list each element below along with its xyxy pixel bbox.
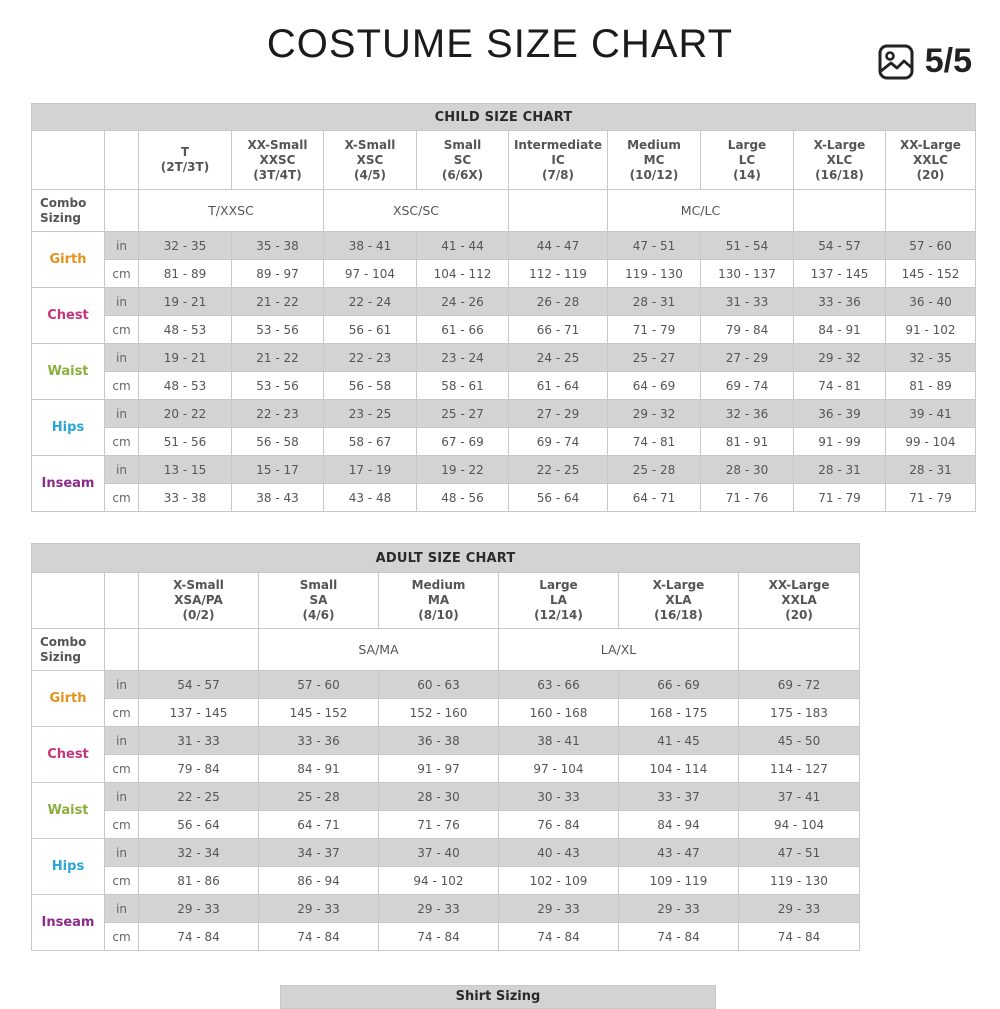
size-value: 94 - 102 (379, 867, 499, 895)
measurement-label: Waist (32, 783, 105, 839)
size-value: 21 - 22 (232, 288, 324, 316)
size-value: 71 - 79 (608, 316, 701, 344)
size-header-line: (4/6) (302, 608, 335, 622)
size-value: 31 - 33 (701, 288, 794, 316)
size-value: 119 - 130 (739, 867, 860, 895)
size-value: 145 - 152 (259, 699, 379, 727)
measurement-row (32, 727, 860, 755)
size-value: 64 - 71 (259, 811, 379, 839)
empty-cell (105, 629, 139, 671)
size-value: 74 - 84 (139, 923, 259, 951)
size-value: 28 - 31 (886, 456, 976, 484)
size-value: 24 - 26 (417, 288, 509, 316)
measurement-row (32, 260, 976, 288)
unit-label: cm (105, 316, 139, 344)
size-value: 25 - 28 (259, 783, 379, 811)
page-title: COSTUME SIZE CHART (266, 22, 734, 66)
size-value: 97 - 104 (499, 755, 619, 783)
size-header-line: Large (539, 578, 578, 592)
measurement-row (32, 400, 976, 428)
size-value: 81 - 89 (139, 260, 232, 288)
measurement-row (32, 428, 976, 456)
size-value: 60 - 63 (379, 671, 499, 699)
size-value: 56 - 58 (232, 428, 324, 456)
size-header-line: (20) (916, 167, 945, 182)
size-value: 28 - 30 (701, 456, 794, 484)
child-size-chart (31, 103, 976, 512)
size-header-line: (0/2) (182, 608, 215, 622)
size-value: 175 - 183 (739, 699, 860, 727)
size-value: 33 - 36 (794, 288, 886, 316)
measurement-label: Chest (32, 288, 105, 344)
size-header-line: (12/14) (534, 608, 583, 622)
unit-label: cm (105, 923, 139, 951)
size-value: 53 - 56 (232, 316, 324, 344)
size-value: 57 - 60 (886, 232, 976, 260)
size-header-line: XXLC (913, 152, 948, 167)
unit-label: in (105, 839, 139, 867)
empty-cell (105, 573, 139, 629)
measurement-row (32, 344, 976, 372)
size-value: 54 - 57 (794, 232, 886, 260)
size-value: 74 - 81 (794, 372, 886, 400)
size-value: 145 - 152 (886, 260, 976, 288)
size-value: 56 - 64 (139, 811, 259, 839)
size-header-line: Medium (627, 137, 681, 152)
size-header-line: Intermediate (513, 137, 603, 152)
size-value: 69 - 74 (509, 428, 608, 456)
size-value: 29 - 33 (139, 895, 259, 923)
size-value: 61 - 66 (417, 316, 509, 344)
size-value: 91 - 99 (794, 428, 886, 456)
size-value: 27 - 29 (701, 344, 794, 372)
size-value: 25 - 27 (608, 344, 701, 372)
unit-label: cm (105, 260, 139, 288)
size-header (739, 573, 860, 629)
chart-banner-row (32, 544, 860, 573)
measurement-label: Inseam (32, 895, 105, 951)
size-value: 23 - 25 (324, 400, 417, 428)
size-header-line: (16/18) (815, 167, 864, 182)
size-value: 51 - 54 (701, 232, 794, 260)
unit-label: in (105, 400, 139, 428)
combo-size (739, 629, 860, 671)
size-value: 57 - 60 (259, 671, 379, 699)
size-value: 119 - 130 (608, 260, 701, 288)
size-value: 38 - 41 (324, 232, 417, 260)
size-value: 48 - 53 (139, 372, 232, 400)
size-value: 43 - 47 (619, 839, 739, 867)
size-header (886, 131, 976, 190)
size-value: 66 - 71 (509, 316, 608, 344)
size-header-line: XLC (826, 152, 853, 167)
size-value: 74 - 84 (259, 923, 379, 951)
unit-label: in (105, 671, 139, 699)
measurement-row (32, 755, 860, 783)
size-value: 32 - 34 (139, 839, 259, 867)
size-header (499, 573, 619, 629)
image-counter-text: 5/5 (924, 42, 972, 80)
size-header-line: X-Small (173, 578, 224, 592)
size-value: 81 - 89 (886, 372, 976, 400)
size-value: 74 - 84 (739, 923, 860, 951)
measurement-row (32, 923, 860, 951)
empty-cell (105, 190, 139, 232)
size-header-line: MA (427, 593, 450, 607)
size-value: 97 - 104 (324, 260, 417, 288)
size-value: 15 - 17 (232, 456, 324, 484)
combo-size (794, 190, 886, 232)
size-value: 31 - 33 (139, 727, 259, 755)
size-value: 51 - 56 (139, 428, 232, 456)
size-value: 37 - 40 (379, 839, 499, 867)
size-value: 160 - 168 (499, 699, 619, 727)
size-value: 38 - 41 (499, 727, 619, 755)
size-value: 36 - 39 (794, 400, 886, 428)
size-value: 109 - 119 (619, 867, 739, 895)
size-header (139, 131, 232, 190)
size-header (259, 573, 379, 629)
size-header (619, 573, 739, 629)
size-header-line: XSC (356, 152, 384, 167)
size-value: 25 - 28 (608, 456, 701, 484)
size-header-line: SA (309, 593, 328, 607)
measurement-label: Girth (32, 232, 105, 288)
measurement-row (32, 316, 976, 344)
measurement-row (32, 232, 976, 260)
image-counter[interactable] (877, 42, 972, 81)
size-header (701, 131, 794, 190)
shirt-sizing-header: Shirt Sizing (280, 985, 716, 1009)
measurement-row (32, 288, 976, 316)
unit-label: in (105, 895, 139, 923)
size-value: 37 - 41 (739, 783, 860, 811)
size-value: 29 - 33 (619, 895, 739, 923)
size-value: 112 - 119 (509, 260, 608, 288)
measurement-row (32, 811, 860, 839)
size-header (417, 131, 509, 190)
size-value: 91 - 102 (886, 316, 976, 344)
size-value: 71 - 76 (379, 811, 499, 839)
size-header-line: XX-Large (900, 137, 961, 152)
size-value: 74 - 84 (499, 923, 619, 951)
size-value: 33 - 36 (259, 727, 379, 755)
measurement-row (32, 895, 860, 923)
size-header-line: LA (550, 593, 567, 607)
size-value: 56 - 61 (324, 316, 417, 344)
size-value: 84 - 91 (259, 755, 379, 783)
size-value: 48 - 53 (139, 316, 232, 344)
size-header (324, 131, 417, 190)
size-value: 29 - 33 (499, 895, 619, 923)
measurement-row (32, 456, 976, 484)
size-value: 36 - 38 (379, 727, 499, 755)
measurement-row (32, 839, 860, 867)
unit-label: cm (105, 699, 139, 727)
size-value: 69 - 72 (739, 671, 860, 699)
combo-size: XSC/SC (324, 190, 509, 232)
size-value: 71 - 79 (886, 484, 976, 512)
size-value: 84 - 91 (794, 316, 886, 344)
size-value: 28 - 31 (608, 288, 701, 316)
size-value: 137 - 145 (139, 699, 259, 727)
measurement-row (32, 867, 860, 895)
size-header-line: Small (443, 137, 482, 152)
size-value: 22 - 23 (232, 400, 324, 428)
size-header-line: LC (738, 152, 756, 167)
unit-label: in (105, 456, 139, 484)
size-value: 99 - 104 (886, 428, 976, 456)
size-value: 33 - 37 (619, 783, 739, 811)
size-value: 25 - 27 (417, 400, 509, 428)
size-value: 104 - 114 (619, 755, 739, 783)
measurement-label: Waist (32, 344, 105, 400)
unit-label: cm (105, 811, 139, 839)
size-value: 91 - 97 (379, 755, 499, 783)
measurement-row (32, 671, 860, 699)
image-gallery-icon (877, 43, 915, 81)
combo-sizing-label: Combo Sizing (32, 190, 105, 232)
size-value: 41 - 44 (417, 232, 509, 260)
size-value: 67 - 69 (417, 428, 509, 456)
size-value: 23 - 24 (417, 344, 509, 372)
empty-cell (105, 131, 139, 190)
size-value: 19 - 21 (139, 344, 232, 372)
size-header-line: XX-Large (768, 578, 830, 592)
size-header-line: MC (643, 152, 665, 167)
size-value: 29 - 32 (608, 400, 701, 428)
size-value: 33 - 38 (139, 484, 232, 512)
unit-label: in (105, 232, 139, 260)
empty-cell (32, 573, 105, 629)
size-value: 114 - 127 (739, 755, 860, 783)
size-value: 36 - 40 (886, 288, 976, 316)
measurement-label: Hips (32, 400, 105, 456)
unit-label: in (105, 288, 139, 316)
size-value: 35 - 38 (232, 232, 324, 260)
measurement-label: Girth (32, 671, 105, 727)
size-value: 79 - 84 (139, 755, 259, 783)
unit-label: cm (105, 755, 139, 783)
size-value: 74 - 84 (379, 923, 499, 951)
size-value: 40 - 43 (499, 839, 619, 867)
size-header-line: Medium (411, 578, 466, 592)
size-header-line: (16/18) (654, 608, 703, 622)
size-value: 152 - 160 (379, 699, 499, 727)
size-value: 84 - 94 (619, 811, 739, 839)
size-header (139, 573, 259, 629)
size-value: 64 - 69 (608, 372, 701, 400)
chart-title: ADULT SIZE CHART (32, 544, 860, 573)
measurement-row (32, 484, 976, 512)
adult-size-chart (31, 543, 860, 951)
chart-title: CHILD SIZE CHART (32, 104, 976, 131)
size-value: 47 - 51 (608, 232, 701, 260)
combo-size: MC/LC (608, 190, 794, 232)
combo-size (139, 629, 259, 671)
size-header-line: (4/5) (353, 167, 387, 182)
size-header-row (32, 573, 860, 629)
size-value: 19 - 21 (139, 288, 232, 316)
size-value: 39 - 41 (886, 400, 976, 428)
size-header-line: XLA (665, 593, 692, 607)
combo-size: T/XXSC (139, 190, 324, 232)
size-header-line: T (180, 145, 190, 159)
size-value: 17 - 19 (324, 456, 417, 484)
size-value: 79 - 84 (701, 316, 794, 344)
measurement-label: Hips (32, 839, 105, 895)
size-header-row (32, 131, 976, 190)
size-header-line: (3T/4T) (253, 167, 302, 182)
size-value: 56 - 58 (324, 372, 417, 400)
unit-label: cm (105, 372, 139, 400)
size-value: 22 - 24 (324, 288, 417, 316)
size-header-line: (6/6X) (441, 167, 484, 182)
size-value: 71 - 79 (794, 484, 886, 512)
unit-label: in (105, 344, 139, 372)
size-header-line: X-Large (813, 137, 866, 152)
size-value: 29 - 33 (379, 895, 499, 923)
size-value: 89 - 97 (232, 260, 324, 288)
size-header-line: (7/8) (541, 167, 575, 182)
size-value: 32 - 36 (701, 400, 794, 428)
combo-sizing-row (32, 190, 976, 232)
size-value: 22 - 25 (509, 456, 608, 484)
size-value: 32 - 35 (886, 344, 976, 372)
unit-label: cm (105, 428, 139, 456)
size-header (608, 131, 701, 190)
measurement-row (32, 699, 860, 727)
unit-label: cm (105, 484, 139, 512)
measurement-row (32, 372, 976, 400)
size-value: 29 - 33 (259, 895, 379, 923)
combo-size (509, 190, 608, 232)
combo-size: LA/XL (499, 629, 739, 671)
size-value: 24 - 25 (509, 344, 608, 372)
size-header-line: IC (551, 152, 565, 167)
size-header-line: (10/12) (629, 167, 679, 182)
measurement-row (32, 783, 860, 811)
size-value: 74 - 84 (619, 923, 739, 951)
chart-banner-row (32, 104, 976, 131)
size-header-line: (2T/3T) (160, 160, 210, 174)
size-value: 102 - 109 (499, 867, 619, 895)
size-value: 81 - 86 (139, 867, 259, 895)
size-value: 43 - 48 (324, 484, 417, 512)
size-value: 74 - 81 (608, 428, 701, 456)
size-value: 54 - 57 (139, 671, 259, 699)
size-value: 86 - 94 (259, 867, 379, 895)
size-header-line: XXLA (781, 593, 817, 607)
size-value: 26 - 28 (509, 288, 608, 316)
size-value: 71 - 76 (701, 484, 794, 512)
unit-label: cm (105, 867, 139, 895)
size-header-line: Small (299, 578, 338, 592)
combo-sizing-row (32, 629, 860, 671)
size-value: 22 - 23 (324, 344, 417, 372)
size-value: 19 - 22 (417, 456, 509, 484)
empty-cell (32, 131, 105, 190)
size-value: 69 - 74 (701, 372, 794, 400)
size-value: 58 - 67 (324, 428, 417, 456)
size-value: 94 - 104 (739, 811, 860, 839)
size-value: 41 - 45 (619, 727, 739, 755)
size-header-line: X-Small (344, 137, 396, 152)
size-header-line: X-Large (652, 578, 705, 592)
size-value: 61 - 64 (509, 372, 608, 400)
size-header-line: Large (727, 137, 767, 152)
size-value: 63 - 66 (499, 671, 619, 699)
size-value: 76 - 84 (499, 811, 619, 839)
size-value: 13 - 15 (139, 456, 232, 484)
combo-size: SA/MA (259, 629, 499, 671)
size-header (232, 131, 324, 190)
size-value: 27 - 29 (509, 400, 608, 428)
size-header-line: XX-Small (247, 137, 308, 152)
size-value: 168 - 175 (619, 699, 739, 727)
size-value: 44 - 47 (509, 232, 608, 260)
size-value: 130 - 137 (701, 260, 794, 288)
size-value: 34 - 37 (259, 839, 379, 867)
size-header (509, 131, 608, 190)
size-value: 20 - 22 (139, 400, 232, 428)
measurement-label: Chest (32, 727, 105, 783)
size-value: 32 - 35 (139, 232, 232, 260)
size-header-line: SC (453, 152, 472, 167)
size-value: 21 - 22 (232, 344, 324, 372)
size-value: 47 - 51 (739, 839, 860, 867)
size-value: 30 - 33 (499, 783, 619, 811)
size-value: 45 - 50 (739, 727, 860, 755)
combo-size (886, 190, 976, 232)
size-value: 137 - 145 (794, 260, 886, 288)
size-value: 29 - 33 (739, 895, 860, 923)
size-value: 38 - 43 (232, 484, 324, 512)
size-value: 28 - 31 (794, 456, 886, 484)
size-header (379, 573, 499, 629)
unit-label: in (105, 727, 139, 755)
size-header-line: (14) (733, 167, 761, 182)
size-value: 81 - 91 (701, 428, 794, 456)
unit-label: in (105, 783, 139, 811)
size-header-line: (8/10) (418, 608, 459, 622)
size-header-line: XXSC (259, 152, 296, 167)
size-value: 64 - 71 (608, 484, 701, 512)
size-value: 48 - 56 (417, 484, 509, 512)
size-value: 66 - 69 (619, 671, 739, 699)
size-header-line: (20) (785, 608, 813, 622)
size-value: 56 - 64 (509, 484, 608, 512)
size-header-line: XSA/PA (174, 593, 223, 607)
size-value: 22 - 25 (139, 783, 259, 811)
size-value: 104 - 112 (417, 260, 509, 288)
size-value: 53 - 56 (232, 372, 324, 400)
size-value: 28 - 30 (379, 783, 499, 811)
size-value: 29 - 32 (794, 344, 886, 372)
size-header (794, 131, 886, 190)
size-value: 58 - 61 (417, 372, 509, 400)
measurement-label: Inseam (32, 456, 105, 512)
combo-sizing-label: Combo Sizing (32, 629, 105, 671)
